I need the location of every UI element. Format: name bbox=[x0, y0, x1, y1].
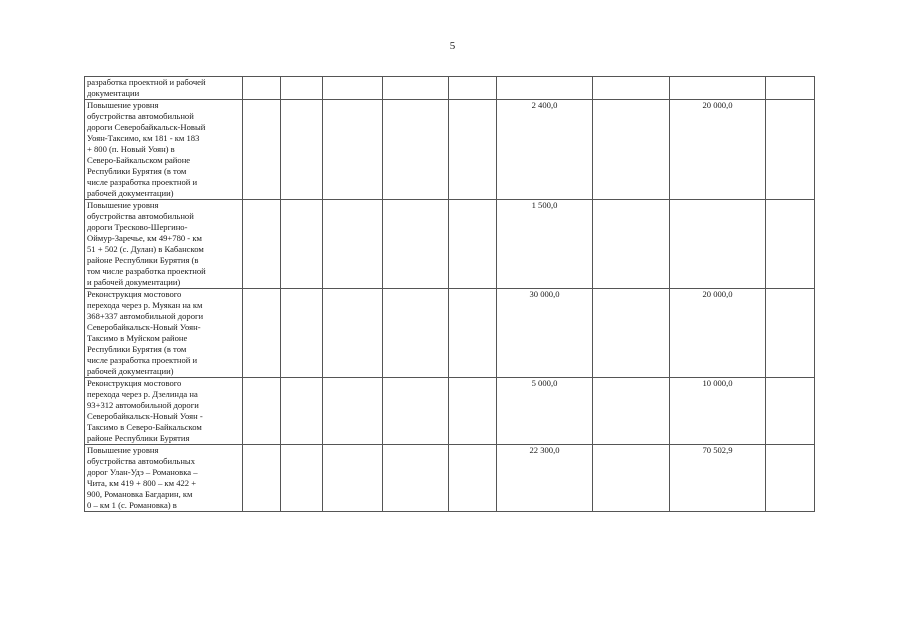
page-number: 5 bbox=[449, 40, 456, 52]
empty-cell bbox=[449, 445, 497, 512]
empty-cell bbox=[243, 100, 281, 200]
description-line: дорог Улан-Удэ – Романовка – bbox=[87, 467, 198, 477]
empty-cell bbox=[323, 289, 383, 378]
description-line: разработка проектной и рабочей bbox=[87, 77, 206, 87]
empty-cell bbox=[383, 289, 449, 378]
empty-cell bbox=[766, 445, 815, 512]
row-description bbox=[85, 378, 243, 445]
empty-cell bbox=[383, 77, 449, 100]
description-line: обустройства автомобильных bbox=[87, 456, 196, 466]
empty-cell bbox=[449, 77, 497, 100]
empty-cell bbox=[323, 100, 383, 200]
description-line: Повышение уровня bbox=[87, 445, 159, 455]
row-description bbox=[85, 100, 243, 200]
empty-cell bbox=[766, 378, 815, 445]
description-line: Оймур-Заречье, км 49+780 - км bbox=[87, 233, 202, 243]
description-line: 0 – км 1 (с. Романовка) в bbox=[87, 500, 177, 510]
empty-cell bbox=[323, 200, 383, 289]
description-line: Реконструкция мостового bbox=[87, 378, 182, 388]
empty-cell bbox=[383, 100, 449, 200]
value-cell-b: 20 000,0 bbox=[670, 289, 766, 378]
value-cell-b: 10 000,0 bbox=[670, 378, 766, 445]
description-line: документации bbox=[87, 88, 140, 98]
empty-cell bbox=[766, 77, 815, 100]
empty-cell bbox=[766, 100, 815, 200]
description-line: обустройства автомобильной bbox=[87, 111, 194, 121]
description-line: числе разработка проектной и bbox=[87, 177, 198, 187]
description-line: дороги Тресково-Шергино- bbox=[87, 222, 188, 232]
empty-cell bbox=[281, 100, 323, 200]
description-line: Повышение уровня bbox=[87, 100, 159, 110]
row-description bbox=[85, 289, 243, 378]
description-line: и рабочей документации) bbox=[87, 277, 181, 287]
empty-cell bbox=[593, 77, 670, 100]
description-line: перехода через р. Муякан на км bbox=[87, 300, 203, 310]
empty-cell bbox=[766, 289, 815, 378]
description-line: рабочей документации) bbox=[87, 188, 174, 198]
empty-cell bbox=[243, 77, 281, 100]
value-cell-b: 20 000,0 bbox=[670, 100, 766, 200]
value-cell-a: 1 500,0 bbox=[497, 200, 593, 289]
description-line: 368+337 автомобильной дороги bbox=[87, 311, 204, 321]
empty-cell bbox=[449, 200, 497, 289]
table-row bbox=[85, 289, 815, 378]
empty-cell bbox=[383, 200, 449, 289]
empty-cell bbox=[449, 378, 497, 445]
table-row bbox=[85, 200, 815, 289]
table-row bbox=[85, 445, 815, 512]
description-line: перехода через р. Дзелинда на bbox=[87, 389, 198, 399]
empty-cell bbox=[593, 289, 670, 378]
description-line: обустройства автомобильной bbox=[87, 211, 194, 221]
empty-cell bbox=[593, 378, 670, 445]
description-line: числе разработка проектной и bbox=[87, 355, 198, 365]
table-row bbox=[85, 378, 815, 445]
description-line: Таксимо в Муйском районе bbox=[87, 333, 188, 343]
empty-cell bbox=[281, 200, 323, 289]
empty-cell bbox=[449, 100, 497, 200]
empty-cell bbox=[323, 77, 383, 100]
empty-cell bbox=[243, 200, 281, 289]
empty-cell bbox=[323, 378, 383, 445]
description-line: Северобайкальск-Новый Уоян- bbox=[87, 322, 201, 332]
description-line: том числе разработка проектной bbox=[87, 266, 206, 276]
row-description bbox=[85, 77, 243, 100]
empty-cell bbox=[281, 378, 323, 445]
value-cell-a: 22 300,0 bbox=[497, 445, 593, 512]
description-line: Северо-Байкальском районе bbox=[87, 155, 191, 165]
description-line: Повышение уровня bbox=[87, 200, 159, 210]
row-description bbox=[85, 200, 243, 289]
description-line: + 800 (п. Новый Уоян) в bbox=[87, 144, 175, 154]
description-line: районе Республики Бурятия bbox=[87, 433, 190, 443]
description-line: Республики Бурятия (в том bbox=[87, 344, 187, 354]
empty-cell bbox=[281, 445, 323, 512]
empty-cell bbox=[243, 378, 281, 445]
empty-cell bbox=[281, 289, 323, 378]
empty-cell bbox=[449, 289, 497, 378]
empty-cell bbox=[766, 200, 815, 289]
empty-cell bbox=[593, 445, 670, 512]
value-cell-b bbox=[670, 77, 766, 100]
empty-cell bbox=[593, 200, 670, 289]
row-description bbox=[85, 445, 243, 512]
table-row bbox=[85, 77, 815, 100]
empty-cell bbox=[383, 445, 449, 512]
value-cell-b bbox=[670, 200, 766, 289]
value-cell-a: 30 000,0 bbox=[497, 289, 593, 378]
description-line: Таксимо в Северо-Байкальском bbox=[87, 422, 202, 432]
empty-cell bbox=[243, 445, 281, 512]
description-line: Северобайкальск-Новый Уоян - bbox=[87, 411, 203, 421]
description-line: Реконструкция мостового bbox=[87, 289, 182, 299]
description-line: Чита, км 419 + 800 – км 422 + bbox=[87, 478, 197, 488]
description-line: рабочей документации) bbox=[87, 366, 174, 376]
value-cell-b: 70 502,9 bbox=[670, 445, 766, 512]
empty-cell bbox=[383, 378, 449, 445]
value-cell-a: 2 400,0 bbox=[497, 100, 593, 200]
value-cell-a: 5 000,0 bbox=[497, 378, 593, 445]
description-line: 93+312 автомобильной дороги bbox=[87, 400, 199, 410]
budget-table bbox=[84, 76, 815, 512]
empty-cell bbox=[323, 445, 383, 512]
empty-cell bbox=[243, 289, 281, 378]
description-line: 900, Романовка Багдарин, км bbox=[87, 489, 193, 499]
empty-cell bbox=[281, 77, 323, 100]
description-line: дороги Северобайкальск-Новый bbox=[87, 122, 206, 132]
description-line: районе Республики Бурятия (в bbox=[87, 255, 199, 265]
description-line: Республики Бурятия (в том bbox=[87, 166, 187, 176]
empty-cell bbox=[593, 100, 670, 200]
description-line: 51 + 502 (с. Дулан) в Кабанском bbox=[87, 244, 204, 254]
value-cell-a bbox=[497, 77, 593, 100]
table-row bbox=[85, 100, 815, 200]
description-line: Уоян-Таксимо, км 181 - км 183 bbox=[87, 133, 200, 143]
